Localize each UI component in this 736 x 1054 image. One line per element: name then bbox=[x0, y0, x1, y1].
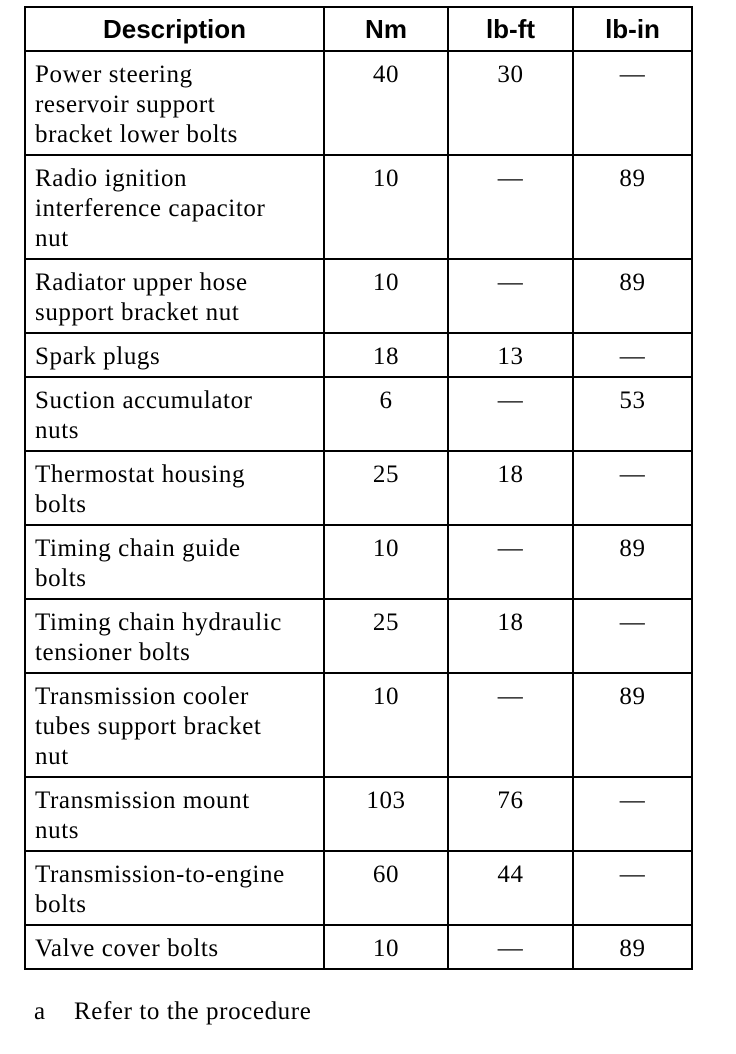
description-line: Transmission cooler bbox=[35, 683, 249, 710]
cell-nm: 10 bbox=[324, 673, 448, 777]
description-line: Transmission-to-engine bbox=[35, 861, 285, 888]
footnote-marker: a bbox=[34, 998, 46, 1025]
cell-lb-in: — bbox=[573, 599, 692, 673]
cell-description bbox=[25, 333, 324, 377]
table-row bbox=[25, 155, 692, 259]
table-row bbox=[25, 525, 692, 599]
torque-spec-table bbox=[24, 6, 693, 970]
description-line: Timing chain guide bbox=[35, 535, 241, 562]
cell-lb-ft: — bbox=[448, 259, 573, 333]
footnote bbox=[34, 998, 311, 1026]
cell-nm: 40 bbox=[324, 51, 448, 155]
description-line: Radio ignition bbox=[35, 165, 188, 192]
description-line: Suction accumulator bbox=[35, 387, 253, 414]
description-line: reservoir support bbox=[35, 91, 216, 118]
cell-lb-ft: — bbox=[448, 155, 573, 259]
cell-description bbox=[25, 451, 324, 525]
description-line: Timing chain hydraulic bbox=[35, 609, 282, 636]
cell-lb-in: — bbox=[573, 51, 692, 155]
table-row bbox=[25, 851, 692, 925]
description-line: Spark plugs bbox=[35, 343, 161, 370]
cell-description bbox=[25, 777, 324, 851]
cell-lb-ft: 30 bbox=[448, 51, 573, 155]
cell-lb-ft: — bbox=[448, 673, 573, 777]
cell-description bbox=[25, 51, 324, 155]
header-description: Description bbox=[25, 7, 324, 51]
cell-nm: 10 bbox=[324, 155, 448, 259]
cell-lb-in: 89 bbox=[573, 925, 692, 969]
cell-lb-in: — bbox=[573, 451, 692, 525]
cell-nm: 60 bbox=[324, 851, 448, 925]
description-line: nuts bbox=[35, 417, 80, 444]
description-line: interference capacitor bbox=[35, 195, 266, 222]
cell-description bbox=[25, 599, 324, 673]
cell-lb-ft: 18 bbox=[448, 451, 573, 525]
table-row bbox=[25, 673, 692, 777]
cell-description bbox=[25, 377, 324, 451]
table-row bbox=[25, 51, 692, 155]
table-row bbox=[25, 259, 692, 333]
cell-nm: 6 bbox=[324, 377, 448, 451]
cell-nm: 25 bbox=[324, 451, 448, 525]
cell-lb-in: 53 bbox=[573, 377, 692, 451]
cell-nm: 10 bbox=[324, 925, 448, 969]
description-line: nut bbox=[35, 743, 69, 770]
description-line: Valve cover bolts bbox=[35, 935, 219, 962]
cell-lb-ft: 18 bbox=[448, 599, 573, 673]
cell-description bbox=[25, 673, 324, 777]
cell-description bbox=[25, 925, 324, 969]
cell-description bbox=[25, 525, 324, 599]
cell-lb-ft: 44 bbox=[448, 851, 573, 925]
table-row bbox=[25, 377, 692, 451]
cell-description bbox=[25, 259, 324, 333]
cell-lb-in: — bbox=[573, 333, 692, 377]
cell-lb-in: 89 bbox=[573, 525, 692, 599]
cell-nm: 25 bbox=[324, 599, 448, 673]
description-line: tubes support bracket bbox=[35, 713, 262, 740]
description-line: Thermostat housing bbox=[35, 461, 246, 488]
description-line: bolts bbox=[35, 565, 87, 592]
description-line: bolts bbox=[35, 491, 87, 518]
header-nm: Nm bbox=[324, 7, 448, 51]
cell-lb-in: 89 bbox=[573, 673, 692, 777]
table-row bbox=[25, 599, 692, 673]
cell-description bbox=[25, 155, 324, 259]
description-line: support bracket nut bbox=[35, 299, 240, 326]
cell-lb-in: 89 bbox=[573, 259, 692, 333]
description-line: tensioner bolts bbox=[35, 639, 191, 666]
cell-nm: 103 bbox=[324, 777, 448, 851]
cell-nm: 10 bbox=[324, 259, 448, 333]
description-line: bolts bbox=[35, 891, 87, 918]
description-line: Power steering bbox=[35, 61, 193, 88]
table-row bbox=[25, 451, 692, 525]
cell-lb-ft: 13 bbox=[448, 333, 573, 377]
table-row bbox=[25, 777, 692, 851]
cell-lb-ft: — bbox=[448, 525, 573, 599]
footnote-text: Refer to the procedure bbox=[74, 998, 312, 1025]
cell-description bbox=[25, 851, 324, 925]
cell-nm: 10 bbox=[324, 525, 448, 599]
header-lb-ft: lb-ft bbox=[448, 7, 573, 51]
cell-lb-in: — bbox=[573, 777, 692, 851]
cell-lb-ft: — bbox=[448, 925, 573, 969]
description-line: Radiator upper hose bbox=[35, 269, 248, 296]
table-row bbox=[25, 925, 692, 969]
table-header-row bbox=[25, 7, 692, 51]
description-line: nut bbox=[35, 225, 69, 252]
cell-lb-in: — bbox=[573, 851, 692, 925]
description-line: nuts bbox=[35, 817, 80, 844]
cell-lb-in: 89 bbox=[573, 155, 692, 259]
header-lb-in: lb-in bbox=[573, 7, 692, 51]
table-row bbox=[25, 333, 692, 377]
cell-nm: 18 bbox=[324, 333, 448, 377]
cell-lb-ft: 76 bbox=[448, 777, 573, 851]
description-line: Transmission mount bbox=[35, 787, 250, 814]
description-line: bracket lower bolts bbox=[35, 121, 239, 148]
cell-lb-ft: — bbox=[448, 377, 573, 451]
